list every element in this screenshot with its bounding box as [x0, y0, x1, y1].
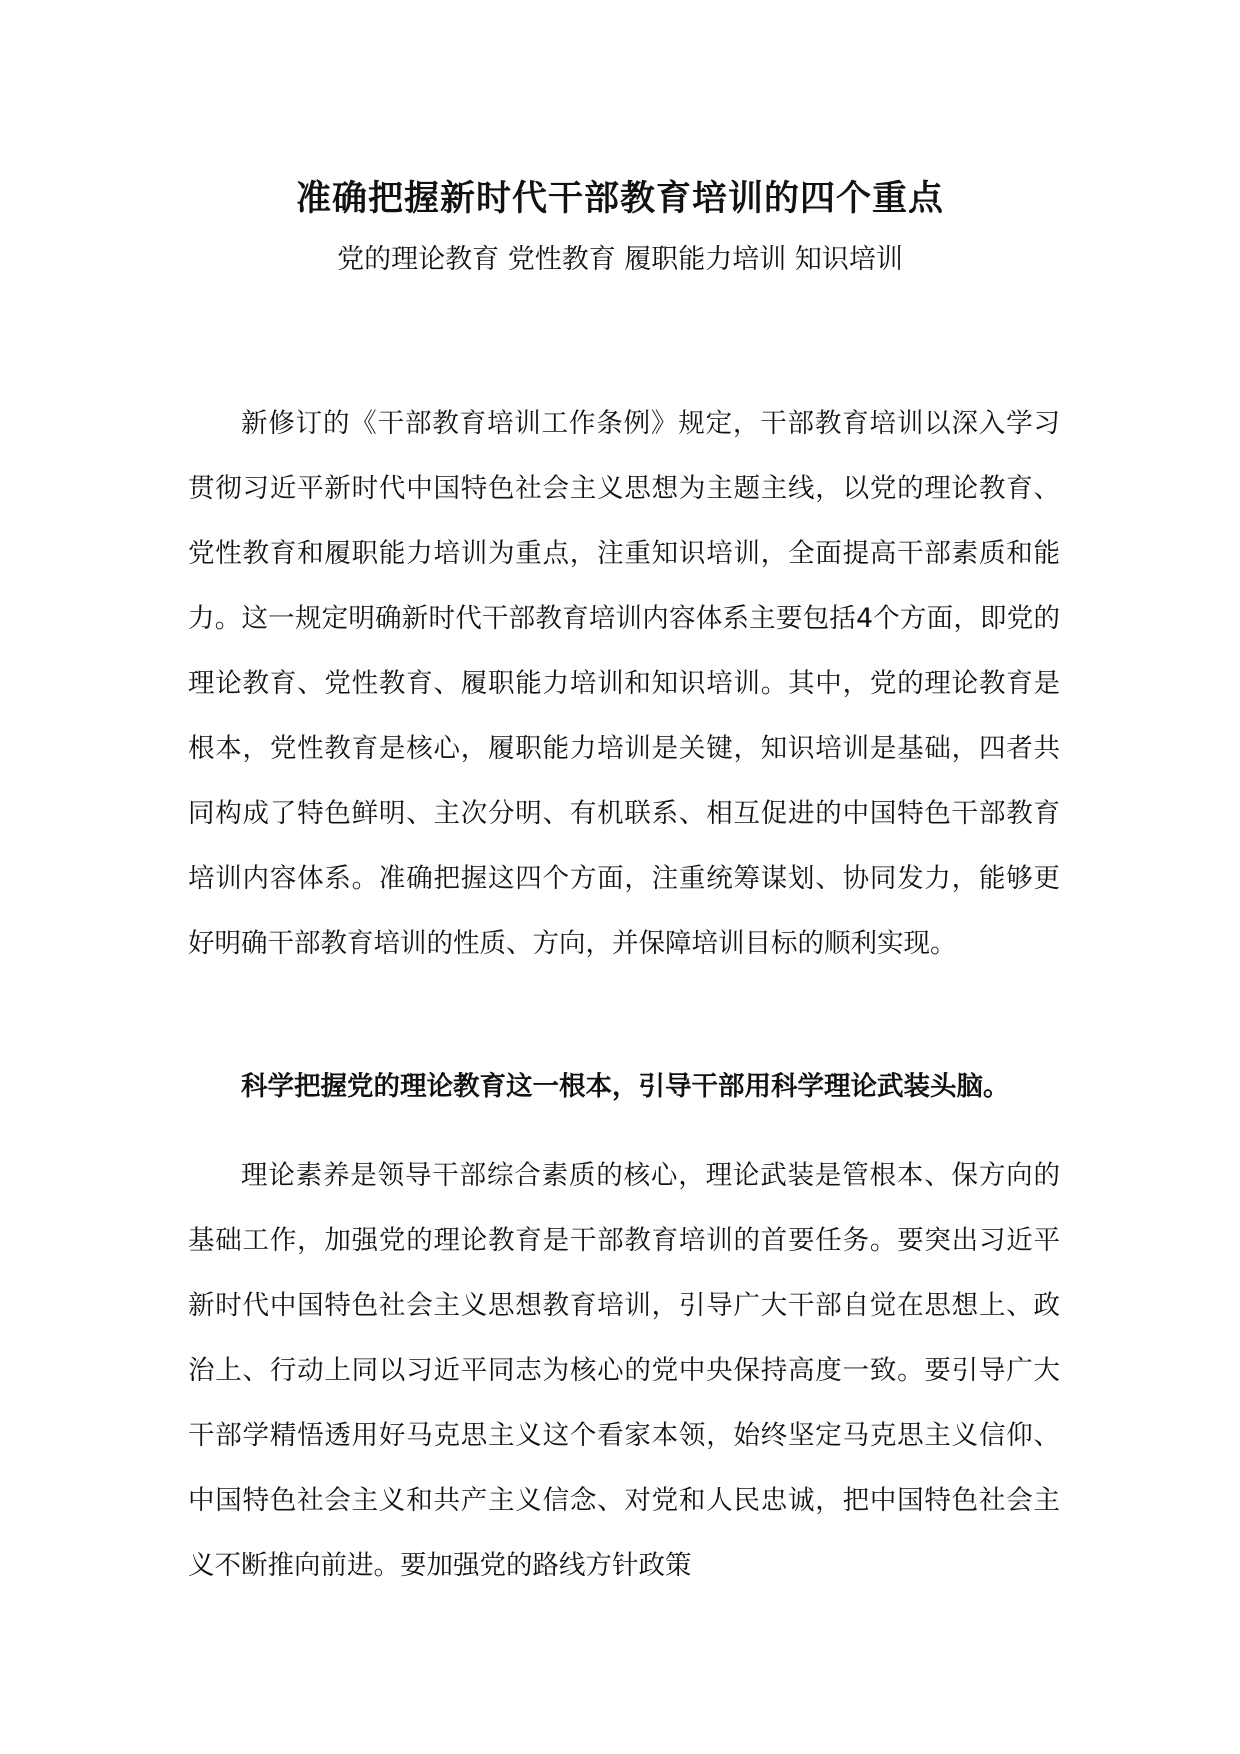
body-paragraph: 新修订的《干部教育培训工作条例》规定，干部教育培训以深入学习贯彻习近平新时代中国特色社会主义思想为主题主线，以党的理论教育、党性教育和履职能力培训为重点，注重知识培训，全面提高干部素质和能力。这一规定明确新时代干部教育培训内容体系主要包括4个方面，即党的理论教育、党性教育、履职能力培训和知识培训。其中，党的理论教育是根本，党性教育是核心，履职能力培训是关键，知识培训是基础，四者共同构成了特色鲜明、主次分明、有机联系、相互促进的中国特色干部教育培训内容体系。准确把握这四个方面，注重统筹谋划、协同发力，能够更好明确干部教育培训的性质、方向，并保障培训目标的顺利实现。 — [188, 408, 1060, 959]
document-title: 准确把握新时代干部教育培训的四个重点 — [295, 179, 944, 219]
document-subtitle: 党的理论教育 党性教育 履职能力培训 知识培训 — [337, 244, 903, 275]
body-paragraph: 理论素养是领导干部综合素质的核心，理论武装是管根本、保方向的基础工作，加强党的理论教育是干部教育培训的首要任务。要突出习近平新时代中国特色社会主义思想教育培训，引导广大干部自觉在思想上、政治上、行动上同以习近平同志为核心的党中央保持高度一致。要引导广大干部学精悟透用好马克思主义这个看家本领，始终坚定马克思主义信仰、中国特色社会主义和共产主义信念、对党和人民忠诚，把中国特色社会主义不断推向前进。要加强党的路线方针政策 — [188, 1160, 1060, 1581]
section-heading: 科学把握党的理论教育这一根本，引导干部用科学理论武装头脑。 — [241, 1071, 1010, 1102]
